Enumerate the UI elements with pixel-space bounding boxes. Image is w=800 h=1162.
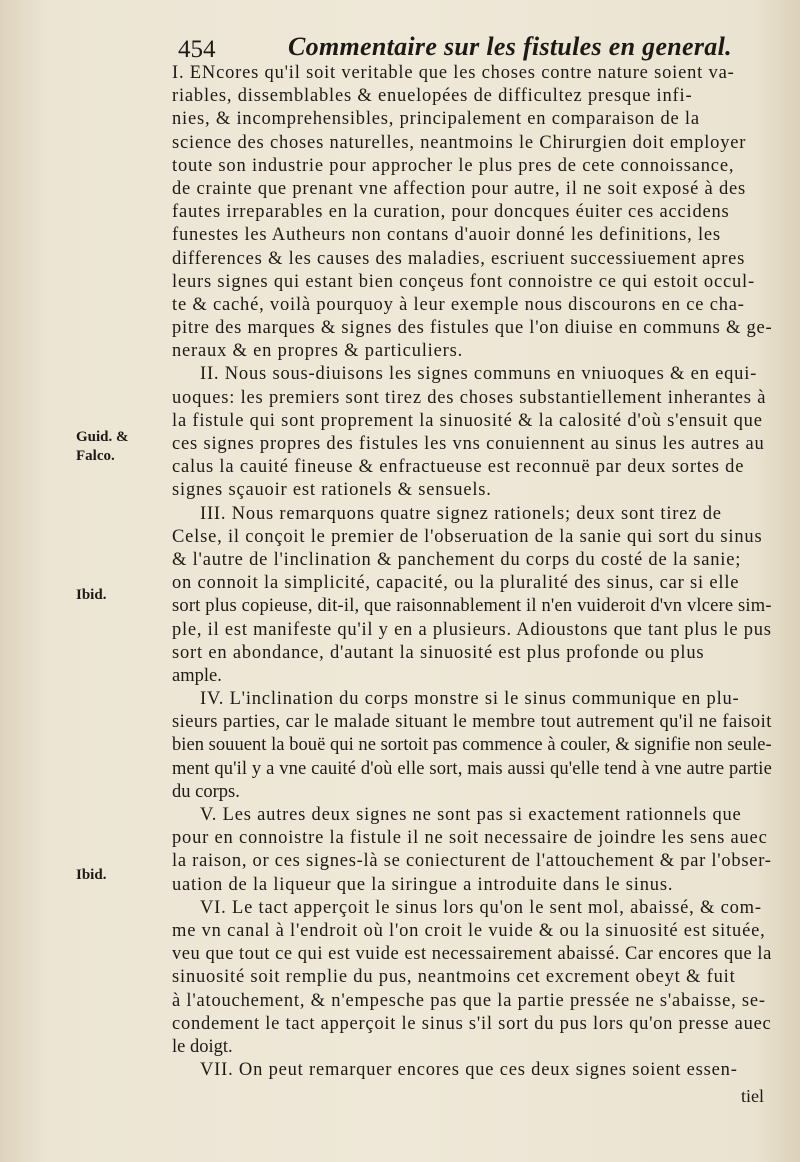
text-line: on connoit la simplicité, capacité, ou la pluralité des sinus, car si elle bbox=[172, 573, 740, 594]
text-line: sort plus copieuse, dit-il, que raisonnablement il n'en vuideroit d'vn vlcere sim- bbox=[172, 596, 772, 617]
text-line: ample. bbox=[172, 665, 222, 686]
paragraph-p3 bbox=[172, 503, 772, 689]
text-line: du corps. bbox=[172, 781, 240, 802]
text-line: sieurs parties, car le malade situant le membre tout autrement qu'il ne faisoit bbox=[172, 712, 772, 733]
text-line: me vn canal à l'endroit où l'on croit le vuide & ou la sinuosité est située, bbox=[172, 920, 766, 941]
margin-note-ibid-1: Ibid. bbox=[76, 587, 107, 603]
text-line: VI. Le tact apperçoit le sinus lors qu'on le sent mol, abaissé, & com- bbox=[200, 897, 762, 918]
text-line: bien souuent la bouë qui ne sortoit pas commence à couler, & signifie non seule- bbox=[172, 735, 772, 756]
text-line: pitre des marques & signes des fistules que l'on diuise en communs & ge- bbox=[172, 318, 772, 339]
text-line: neraux & en propres & particuliers. bbox=[172, 341, 464, 362]
page-number: 454 bbox=[178, 36, 216, 63]
text-line: VII. On peut remarquer encores que ces deux signes soient essen- bbox=[200, 1060, 738, 1081]
text-body bbox=[172, 62, 772, 1082]
margin-note-guid-falco: Guid. & Falco. bbox=[76, 429, 129, 464]
text-line: calus la cauité fineuse & enfractueuse est reconnuë par deux sortes de bbox=[172, 457, 745, 478]
text-line: leurs signes qui estant bien conçeus font connoistre ce qui estoit occul- bbox=[172, 271, 755, 292]
paragraph-p1 bbox=[172, 62, 772, 363]
text-line: de crainte que prenant vne affection pour autre, il ne soit exposé à des bbox=[172, 178, 747, 199]
text-line: funestes les Autheurs non contans d'auoir donné les definitions, les bbox=[172, 225, 721, 246]
text-line: sort en abondance, d'autant la sinuosité est plus profonde ou plus bbox=[172, 642, 705, 663]
paragraph-p7 bbox=[172, 1059, 772, 1082]
text-line: te & caché, voilà pourquoy à leur exemple nous discourons en ce cha- bbox=[172, 294, 745, 315]
text-line: à l'atouchement, & n'empesche pas que la partie pressée ne s'abaisse, se- bbox=[172, 990, 766, 1011]
text-line: signes sçauoir est rationels & sensuels. bbox=[172, 480, 492, 501]
text-line: pour en connoistre la fistule il ne soit necessaire de joindre les sens auec bbox=[172, 828, 768, 849]
text-line: ple, il est manifeste qu'il y en a plusieurs. Adioustons que tant plus le pus bbox=[172, 619, 772, 640]
text-line: science des choses naturelles, neantmoins le Chirurgien doit employer bbox=[172, 132, 747, 153]
text-line: III. Nous remarquons quatre signez rationels; deux sont tirez de bbox=[200, 503, 722, 524]
text-line: nies, & incomprehensibles, principalement en comparaison de la bbox=[172, 109, 700, 130]
text-line: riables, dissemblables & enuelopées de difficultez presque infi- bbox=[172, 86, 693, 107]
text-line: uation de la liqueur que la siringue a introduite dans le sinus. bbox=[172, 874, 674, 895]
paragraph-p2 bbox=[172, 363, 772, 502]
paragraph-p5 bbox=[172, 804, 772, 897]
text-line: fautes irreparables en la curation, pour doncques éuiter ces accidens bbox=[172, 202, 730, 223]
paragraph-p4 bbox=[172, 688, 772, 804]
text-line: IV. L'inclination du corps monstre si le sinus communique en plu- bbox=[200, 689, 740, 710]
text-line: II. Nous sous-diuisons les signes communs en vniuoques & en equi- bbox=[200, 364, 758, 385]
text-line: veu que tout ce qui est vuide est necessairement abaissé. Car encores que la bbox=[172, 944, 772, 965]
text-line: ces signes propres des fistules les vns conuiennent au sinus les autres au bbox=[172, 434, 765, 454]
text-line: toute son industrie pour approcher le plus pres de cete connoissance, bbox=[172, 155, 735, 176]
text-line: ment qu'il y a vne cauité d'où elle sort, mais aussi qu'elle tend à vne autre partie bbox=[172, 758, 772, 779]
text-line: la fistule qui sont proprement la sinuosité & la calosité d'où s'ensuit que bbox=[172, 410, 763, 431]
text-line: le doigt. bbox=[172, 1036, 233, 1057]
text-line: condement le tact apperçoit le sinus s'il sort du pus lors qu'on presse auec bbox=[172, 1013, 772, 1034]
text-line: sinuosité soit remplie du pus, neantmoins cet excrement obeyt & fuit bbox=[172, 967, 736, 988]
text-line: la raison, or ces signes-là se coniecturent de l'attouchement & par l'obser- bbox=[172, 851, 772, 872]
text-line: V. Les autres deux signes ne sont pas si exactement rationnels que bbox=[200, 805, 742, 825]
text-line: I. ENcores qu'il soit veritable que les choses contre nature soient va- bbox=[172, 63, 735, 83]
running-title: Commentaire sur les fistules en general. bbox=[288, 32, 732, 61]
text-line: Celse, il conçoit le premier de l'obseruation de la sanie qui sort du sinus bbox=[172, 526, 763, 547]
catchword: tiel bbox=[741, 1086, 764, 1106]
margin-note-ibid-2: Ibid. bbox=[76, 867, 107, 883]
paragraph-p6 bbox=[172, 897, 772, 1059]
text-line: differences & les causes des maladies, escriuent successiuement apres bbox=[172, 248, 746, 269]
text-line: uoques: les premiers sont tirez des choses substantiellement inherantes à bbox=[172, 387, 767, 408]
text-line: & l'autre de l'inclination & panchement du corps du costé de la sanie; bbox=[172, 549, 742, 570]
